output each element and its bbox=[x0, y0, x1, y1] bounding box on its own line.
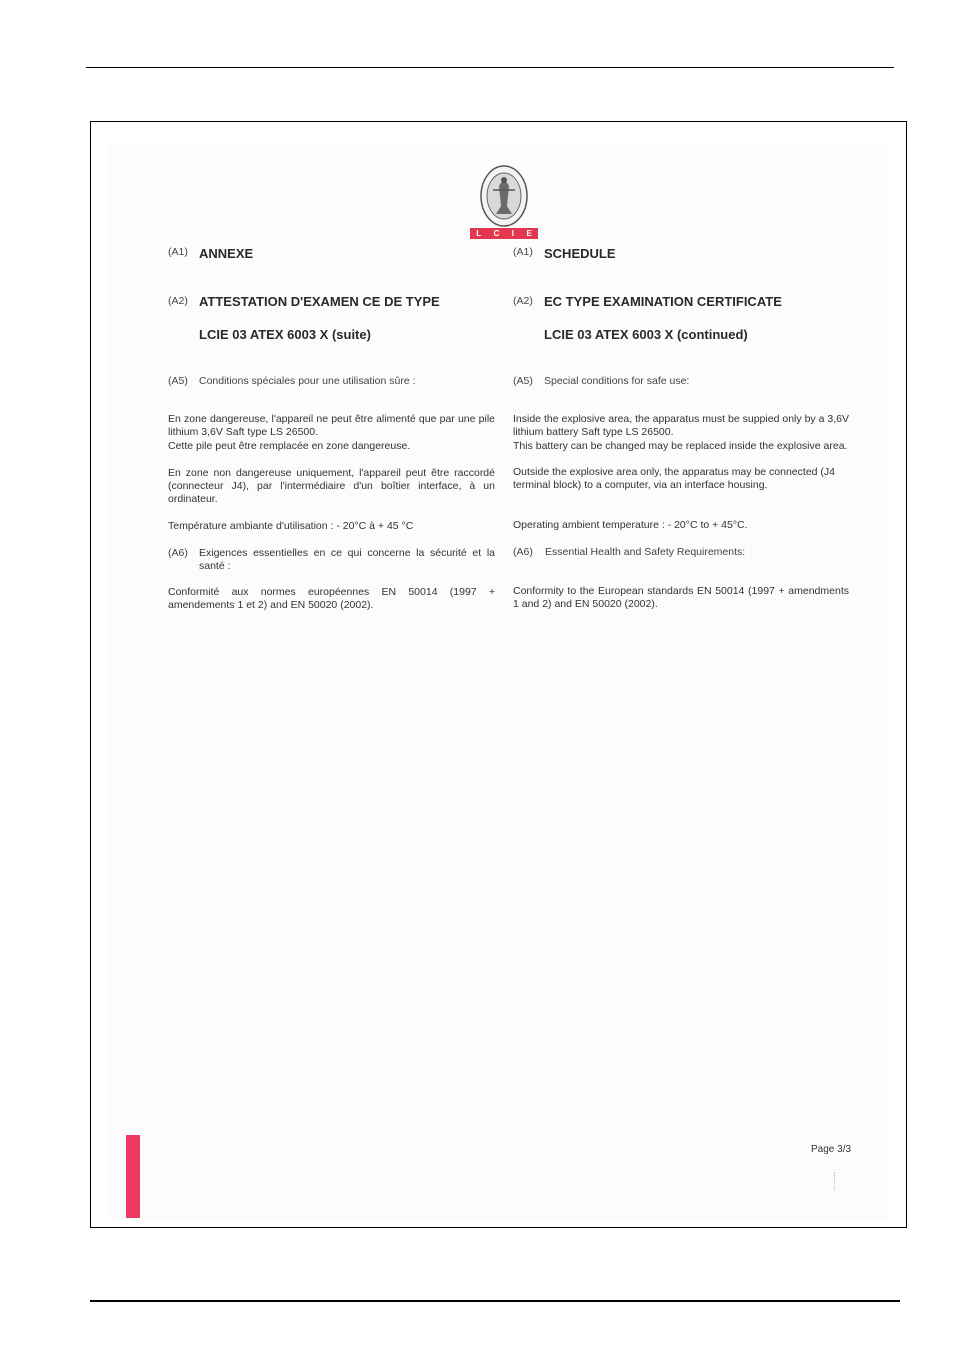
fr-paragraph-replace: Cette pile peut être remplacée en zone dangereuse. bbox=[168, 440, 411, 452]
fr-a2-ref: (A2) bbox=[168, 295, 188, 307]
en-temperature: Operating ambient temperature : - 20°C to + 45°C. bbox=[513, 519, 748, 531]
fr-a6-ref: (A6) bbox=[168, 547, 188, 559]
en-a1-title: SCHEDULE bbox=[544, 246, 616, 261]
fr-paragraph-battery: En zone dangereuse, l'appareil ne peut être alimenté que par une pile lithium 3,6V Saft type LS 26500. bbox=[168, 413, 495, 439]
fr-a1-title: ANNEXE bbox=[199, 246, 254, 261]
en-a6-title: Essential Health and Safety Requirements: bbox=[545, 546, 746, 558]
fr-temperature: Température ambiante d'utilisation : - 20°C à + 45 °C bbox=[168, 520, 414, 532]
en-a5-title: Special conditions for safe use: bbox=[544, 375, 690, 387]
en-a6-ref: (A6) bbox=[513, 546, 533, 558]
footer-rule bbox=[90, 1300, 900, 1302]
red-accent-bar bbox=[126, 1135, 140, 1218]
en-conformity: Conformity to the European standards EN 50014 (1997 + amendments 1 and 2) and EN 50020 (2002). bbox=[513, 585, 849, 611]
en-a1-ref: (A1) bbox=[513, 246, 533, 258]
en-a2-ref: (A2) bbox=[513, 295, 533, 307]
fr-a1-ref: (A1) bbox=[168, 246, 188, 258]
header-rule bbox=[86, 67, 894, 68]
fr-cert-number: LCIE 03 ATEX 6003 X (suite) bbox=[199, 327, 371, 342]
lcie-letter: C bbox=[493, 229, 500, 238]
en-a2-title: EC TYPE EXAMINATION CERTIFICATE bbox=[544, 294, 782, 309]
fr-a5-title: Conditions spéciales pour une utilisation sûre : bbox=[199, 375, 416, 387]
lcie-letter: L bbox=[476, 229, 482, 238]
en-paragraph-battery: Inside the explosive area, the apparatus must be suppied only by a 3,6V lithium battery Saft type LS 26500. bbox=[513, 413, 849, 439]
en-paragraph-interface: Outside the explosive area only, the apparatus may be connected (J4 terminal block) to a computer, via an interface housing. bbox=[513, 466, 835, 492]
lcie-band bbox=[470, 228, 538, 239]
en-a5-ref: (A5) bbox=[513, 375, 533, 387]
faint-scan-mark bbox=[834, 1172, 838, 1190]
en-cert-number: LCIE 03 ATEX 6003 X (continued) bbox=[544, 327, 748, 342]
page-number: Page 3/3 bbox=[811, 1144, 852, 1155]
fr-a5-ref: (A5) bbox=[168, 375, 188, 387]
lcie-letter: E bbox=[526, 229, 532, 238]
fr-a2-title: ATTESTATION D'EXAMEN CE DE TYPE bbox=[199, 294, 440, 309]
lcie-letter: I bbox=[511, 229, 514, 238]
fr-paragraph-interface: En zone non dangereuse uniquement, l'appareil peut être raccordé (connecteur J4), par l'intermédiaire d'un boîtier interface, à un ordinateur. bbox=[168, 467, 495, 506]
fr-conformity: Conformité aux normes européennes EN 50014 (1997 + amendements 1 et 2) and EN 50020 (2002). bbox=[168, 586, 495, 612]
fr-a6-title: Exigences essentielles en ce qui concerne la sécurité et la santé : bbox=[199, 547, 495, 573]
en-paragraph-replace: This battery can be changed may be replaced inside the explosive area. bbox=[513, 440, 848, 452]
